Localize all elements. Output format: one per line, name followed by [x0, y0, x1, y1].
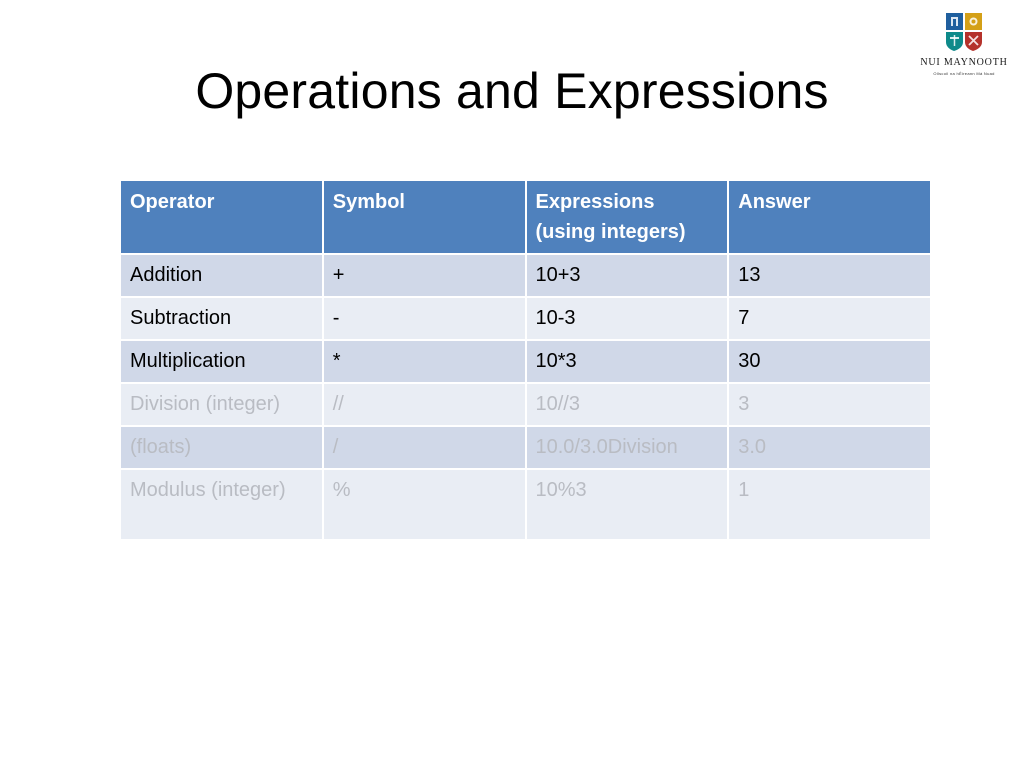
table-row: [120, 383, 931, 426]
cell-operator: Subtraction: [120, 297, 323, 340]
slide-title: Operations and Expressions: [195, 63, 829, 119]
cell-answer: 13: [728, 254, 931, 297]
table-row: [120, 426, 931, 469]
cell-operator: (floats): [120, 426, 323, 469]
cell-expression: 10//3: [526, 383, 729, 426]
cell-expression: 10+3: [526, 254, 729, 297]
cell-operator: Addition: [120, 254, 323, 297]
table-row: [120, 469, 931, 540]
cell-answer: 7: [728, 297, 931, 340]
cell-operator: Division (integer): [120, 383, 323, 426]
cell-answer: 3: [728, 383, 931, 426]
logo-name: NUI MAYNOOTH: [920, 57, 1008, 68]
cell-expression: 10*3: [526, 340, 729, 383]
cell-symbol: %: [323, 469, 526, 540]
cell-expression: 10.0/3.0Division: [526, 426, 729, 469]
header-expressions: Expressions (using integers): [526, 180, 729, 254]
cell-symbol: -: [323, 297, 526, 340]
cell-answer: 1: [728, 469, 931, 540]
cell-expression: 10-3: [526, 297, 729, 340]
table-row: [120, 254, 931, 297]
cell-symbol: *: [323, 340, 526, 383]
table-row: [120, 297, 931, 340]
header-symbol: Symbol: [323, 180, 526, 254]
operations-table: [119, 179, 932, 541]
table-header-row: [120, 180, 931, 254]
header-answer: Answer: [728, 180, 931, 254]
cell-operator: Multiplication: [120, 340, 323, 383]
crest-icon: [945, 12, 983, 52]
logo-subtitle: Ollscoil na hÉireann Má Nuad: [933, 71, 995, 76]
header-operator: Operator: [120, 180, 323, 254]
cell-answer: 30: [728, 340, 931, 383]
cell-operator: Modulus (integer): [120, 469, 323, 540]
cell-answer: 3.0: [728, 426, 931, 469]
cell-symbol: /: [323, 426, 526, 469]
cell-symbol: //: [323, 383, 526, 426]
cell-symbol: +: [323, 254, 526, 297]
cell-expression: 10%3: [526, 469, 729, 540]
table-row: [120, 340, 931, 383]
